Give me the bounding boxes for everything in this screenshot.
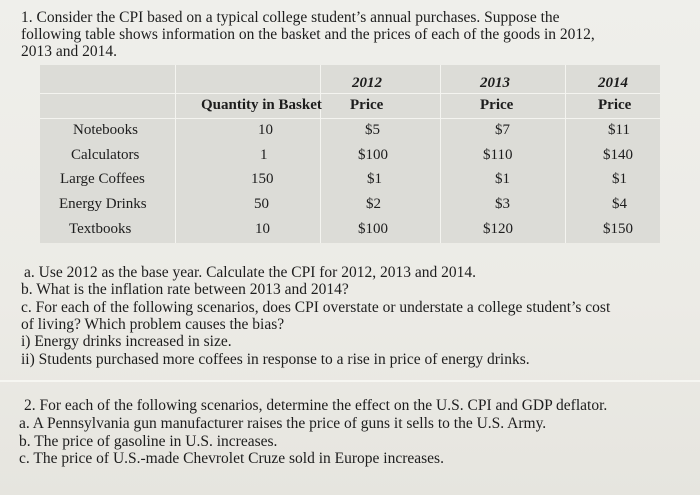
- intro-line-3: 2013 and 2014.: [21, 43, 118, 60]
- table-row-item: Calculators: [71, 147, 140, 163]
- question-1c-line-1: c. For each of the following scenarios, does CPI overstate or understate a college student’s cost: [21, 299, 611, 316]
- table-row-price-2012: $100: [358, 221, 388, 237]
- table-row-price-2014: $11: [608, 122, 630, 138]
- table-row-item: Large Coffees: [60, 171, 145, 187]
- question-2a: a. A Pennsylvania gun manufacturer raises the price of guns it sells to the U.S. Army.: [19, 415, 547, 432]
- table-row-price-2013: $3: [495, 196, 510, 212]
- table-row-price-2014: $140: [603, 147, 633, 163]
- question-1c-i: i) Energy drinks increased in size.: [21, 333, 232, 350]
- price-2013-header: Price: [480, 97, 514, 113]
- table-row-price-2012: $2: [366, 196, 381, 212]
- table-row-price-2012: $1: [367, 171, 382, 187]
- question-1a: a. Use 2012 as the base year. Calculate the CPI for 2012, 2013 and 2014.: [24, 264, 476, 281]
- table-row-price-2013: $1: [495, 171, 510, 187]
- table-row-qty: 1: [260, 147, 268, 163]
- table-row-item: Energy Drinks: [59, 196, 147, 212]
- quantity-header: Quantity in Basket: [201, 97, 322, 113]
- question-2c: c. The price of U.S.-made Chevrolet Cruze sold in Europe increases.: [19, 450, 444, 467]
- table-row-price-2012: $100: [358, 147, 388, 163]
- table-row-price-2013: $7: [495, 122, 510, 138]
- year-2013-header: 2013: [480, 75, 510, 91]
- question-2-title: 2. For each of the following scenarios, determine the effect on the U.S. CPI and GDP deflator.: [24, 397, 608, 414]
- table-row-item: Textbooks: [69, 221, 132, 237]
- intro-line-2: following table shows information on the basket and the prices of each of the goods in 2012,: [21, 26, 595, 43]
- question-1b: b. What is the inflation rate between 2013 and 2014?: [21, 281, 349, 298]
- table-row-price-2014: $1: [612, 171, 627, 187]
- table-row-qty: 150: [251, 171, 274, 187]
- page-divider: [0, 380, 700, 382]
- table-row-qty: 10: [258, 122, 273, 138]
- price-2014-header: Price: [598, 97, 632, 113]
- table-row-qty: 10: [255, 221, 270, 237]
- table-row-price-2014: $150: [603, 221, 633, 237]
- question-1c-line-2: of living? Which problem causes the bias?: [21, 316, 285, 333]
- table-row-price-2013: $110: [483, 147, 513, 163]
- price-table: [40, 65, 660, 243]
- price-2012-header: Price: [350, 97, 384, 113]
- table-row-price-2014: $4: [612, 196, 627, 212]
- intro-line-1: 1. Consider the CPI based on a typical college student’s annual purchases. Suppose the: [21, 9, 560, 26]
- table-row-price-2012: $5: [365, 122, 380, 138]
- year-2014-header: 2014: [598, 75, 628, 91]
- question-2b: b. The price of gasoline in U.S. increases.: [19, 433, 278, 450]
- table-row-qty: 50: [254, 196, 269, 212]
- table-row-item: Notebooks: [73, 122, 138, 138]
- table-row-price-2013: $120: [483, 221, 513, 237]
- year-2012-header: 2012: [352, 75, 382, 91]
- question-1c-ii: ii) Students purchased more coffees in response to a rise in price of energy drinks.: [21, 351, 530, 368]
